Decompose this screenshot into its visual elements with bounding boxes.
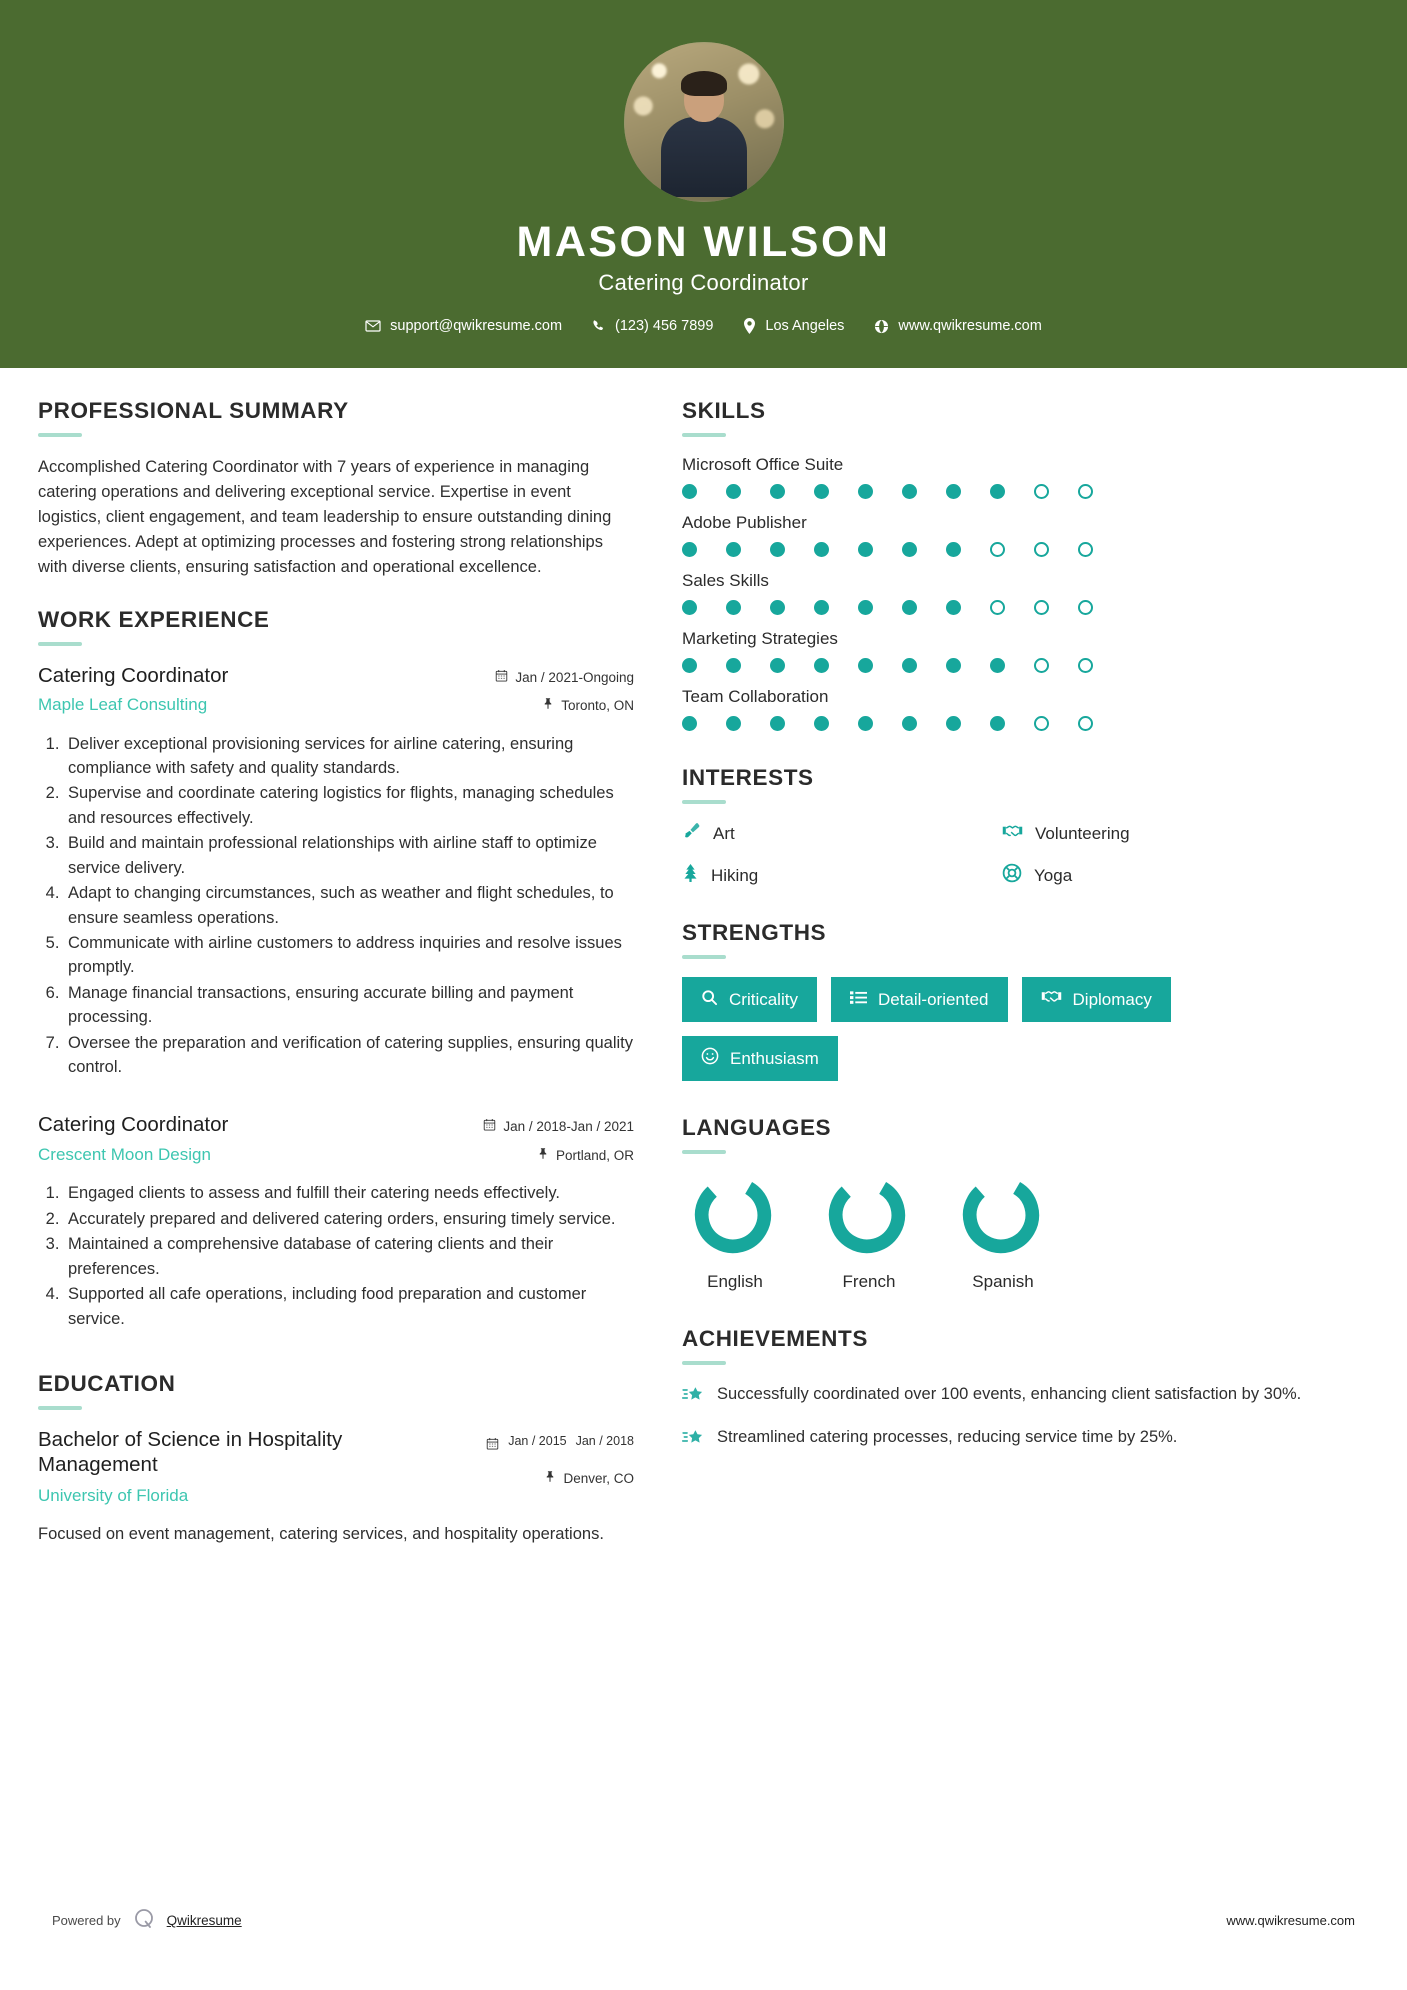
skill-dot-filled xyxy=(946,484,961,499)
languages-list xyxy=(682,1172,1322,1292)
interests-grid xyxy=(682,822,1322,888)
language-item xyxy=(958,1172,1048,1292)
education-entry-header xyxy=(38,1428,634,1506)
star-burst-icon xyxy=(682,1383,704,1411)
section-divider xyxy=(38,433,82,437)
skill-dot-filled xyxy=(858,658,873,673)
skill-dot-empty xyxy=(1078,600,1093,615)
achievement-text: Successfully coordinated over 100 events, enhancing client satisfaction by 30%. xyxy=(717,1385,1302,1404)
skill-item xyxy=(682,629,1322,673)
section-divider xyxy=(682,800,726,804)
skill-dot-filled xyxy=(682,542,697,557)
language-label: French xyxy=(842,1272,896,1292)
section-divider xyxy=(682,955,726,959)
job-bullet: 4. Supported all cafe operations, including food preparation and customer service. xyxy=(64,1282,634,1331)
strengths-title: STRENGTHS xyxy=(682,920,827,946)
section-interests xyxy=(682,765,1322,888)
job-bullets xyxy=(38,1181,634,1330)
education-identity xyxy=(38,1428,438,1506)
skill-dot-filled xyxy=(990,658,1005,673)
skill-item xyxy=(682,455,1322,499)
skill-name: Microsoft Office Suite xyxy=(682,455,844,475)
skill-rating xyxy=(682,542,1322,557)
job-bullet: 3. Build and maintain professional relationships with airline staff to optimize service delivery. xyxy=(64,831,634,880)
skill-dot-empty xyxy=(1034,658,1049,673)
job-title: Catering Coordinator xyxy=(38,663,229,687)
job-location xyxy=(483,1146,634,1166)
education-degree: Bachelor of Science in Hospitality Management xyxy=(38,1427,343,1476)
contact-row xyxy=(0,318,1407,334)
job-identity xyxy=(38,664,495,716)
skill-dot-filled xyxy=(902,658,917,673)
pine-tree-icon xyxy=(682,863,699,888)
section-work-experience xyxy=(38,607,634,1331)
job-bullet: 4. Adapt to changing circumstances, such as weather and flight schedules, to ensure seamless operations. xyxy=(64,881,634,930)
resume-header xyxy=(0,0,1407,368)
job-bullet: 1. Deliver exceptional provisioning services for airline catering, ensuring compliance with safety and quality standards. xyxy=(64,732,634,781)
language-label: English xyxy=(707,1272,763,1292)
job-dates xyxy=(483,1117,634,1137)
interest-item xyxy=(1002,822,1322,846)
skill-dot-empty xyxy=(1078,658,1093,673)
list-icon xyxy=(850,990,867,1010)
skill-dot-filled xyxy=(726,658,741,673)
skills-title: SKILLS xyxy=(682,398,766,424)
skill-name: Marketing Strategies xyxy=(682,629,838,649)
skill-dot-filled xyxy=(858,484,873,499)
interest-label: Yoga xyxy=(1034,865,1073,885)
education-location-text: Denver, CO xyxy=(563,1470,634,1486)
skill-dot-filled xyxy=(858,542,873,557)
skill-dot-filled xyxy=(902,716,917,731)
contact-email-text: support@qwikresume.com xyxy=(390,318,563,335)
skill-dot-filled xyxy=(770,716,785,731)
skill-dot-filled xyxy=(814,658,829,673)
skill-item xyxy=(682,571,1322,615)
contact-location xyxy=(743,318,844,334)
globe-icon xyxy=(874,319,889,334)
interest-item xyxy=(682,822,1002,846)
skill-dot-filled xyxy=(946,542,961,557)
skill-name: Team Collaboration xyxy=(682,687,829,707)
language-item xyxy=(690,1172,780,1292)
education-school[interactable]: University of Florida xyxy=(38,1486,189,1506)
job-dates-text: Jan / 2021-Ongoing xyxy=(515,669,634,685)
skill-dot-filled xyxy=(814,716,829,731)
section-professional-summary xyxy=(38,398,634,580)
strength-label: Criticality xyxy=(729,989,798,1009)
skill-dot-filled xyxy=(946,716,961,731)
job-dates xyxy=(495,668,634,688)
map-pin-icon xyxy=(743,318,756,334)
job-company[interactable]: Maple Leaf Consulting xyxy=(38,695,208,715)
avatar-body xyxy=(661,117,747,197)
skills-heading-group xyxy=(682,398,1322,437)
skill-dot-filled xyxy=(902,600,917,615)
language-label: Spanish xyxy=(972,1272,1034,1292)
job-identity xyxy=(38,1113,483,1165)
section-divider xyxy=(682,433,726,437)
contact-website-text: www.qwikresume.com xyxy=(898,318,1042,335)
education-meta xyxy=(486,1428,634,1488)
interests-title: INTERESTS xyxy=(682,765,814,791)
summary-heading-group xyxy=(38,398,634,437)
section-divider xyxy=(38,642,82,646)
left-column xyxy=(38,398,634,1573)
skill-dot-filled xyxy=(990,716,1005,731)
handshake-icon xyxy=(1002,822,1023,846)
summary-text: Accomplished Catering Coordinator with 7 years of experience in managing catering operations and delivering exceptional service. Expertise in event logistics, client engagement, and team leadership to ensure outstanding dining experiences. Adept at optimizing processes and fostering strong relationships with diverse clients, ensuring satisfaction and operational excellence. xyxy=(38,458,612,577)
skill-dot-filled xyxy=(902,484,917,499)
interest-item xyxy=(1002,863,1322,888)
achievement-item xyxy=(682,1426,1322,1454)
job-bullet: 3. Maintained a comprehensive database of catering clients and their preferences. xyxy=(64,1232,634,1281)
languages-title: LANGUAGES xyxy=(682,1115,832,1141)
work-heading-group xyxy=(38,607,634,646)
contact-email[interactable] xyxy=(365,318,562,334)
avatar-head xyxy=(684,76,724,122)
phone-icon xyxy=(592,319,606,333)
contact-phone-text: (123) 456 7899 xyxy=(615,318,714,335)
envelope-icon xyxy=(365,318,381,334)
contact-phone[interactable] xyxy=(592,318,713,334)
language-item xyxy=(824,1172,914,1292)
job-title: Catering Coordinator xyxy=(38,1113,229,1137)
education-location xyxy=(486,1469,634,1489)
skill-dot-filled xyxy=(726,484,741,499)
skill-dot-filled xyxy=(682,658,697,673)
summary-title: PROFESSIONAL SUMMARY xyxy=(38,398,349,424)
handshake-icon xyxy=(1041,988,1062,1011)
page-footer xyxy=(0,1907,1407,1934)
section-divider xyxy=(38,1406,82,1410)
qwikresume-logo-icon xyxy=(132,1907,156,1934)
job-bullets xyxy=(38,732,634,1080)
section-languages xyxy=(682,1115,1322,1292)
skill-dot-filled xyxy=(726,542,741,557)
calendar-icon xyxy=(495,668,508,688)
calendar-icon xyxy=(486,1434,499,1455)
pushpin-icon xyxy=(537,1146,549,1166)
job-meta xyxy=(483,1113,634,1165)
skill-dot-filled xyxy=(726,600,741,615)
job-bullet: 6. Manage financial transactions, ensuring accurate billing and payment processing. xyxy=(64,981,634,1030)
strength-label: Enthusiasm xyxy=(730,1048,819,1068)
achievements-heading-group xyxy=(682,1326,1322,1365)
strength-chip-diplomacy xyxy=(1022,977,1171,1022)
lifebuoy-icon xyxy=(1002,863,1022,888)
languages-heading-group xyxy=(682,1115,1322,1154)
skill-dot-filled xyxy=(726,716,741,731)
page-title: MASON WILSON xyxy=(516,218,891,266)
achievements-title: ACHIEVEMENTS xyxy=(682,1326,868,1352)
skill-dot-filled xyxy=(682,716,697,731)
smiley-icon xyxy=(701,1047,719,1070)
education-dates xyxy=(486,1434,634,1455)
skill-dot-filled xyxy=(902,542,917,557)
strength-chip-criticality xyxy=(682,977,817,1022)
skill-dot-filled xyxy=(946,600,961,615)
education-date-end: Jan / 2018 xyxy=(575,1433,634,1448)
footer-url[interactable]: www.qwikresume.com xyxy=(1226,1913,1355,1928)
language-progress-ring xyxy=(824,1172,910,1258)
avatar-hair xyxy=(681,71,727,96)
pushpin-icon xyxy=(542,696,554,716)
interest-item xyxy=(682,863,1002,888)
section-divider xyxy=(682,1361,726,1365)
section-divider xyxy=(682,1150,726,1154)
strengths-heading-group xyxy=(682,920,1322,959)
job-bullet: 2. Accurately prepared and delivered catering orders, ensuring timely service. xyxy=(64,1207,634,1231)
skill-item xyxy=(682,513,1322,557)
skill-dot-filled xyxy=(858,600,873,615)
job-location-text: Portland, OR xyxy=(555,1147,634,1163)
avatar xyxy=(624,42,784,202)
right-column xyxy=(682,398,1322,1573)
education-title: EDUCATION xyxy=(38,1370,176,1396)
job-location-text: Toronto, ON xyxy=(561,698,634,714)
interest-label: Hiking xyxy=(711,865,759,885)
resume-body xyxy=(0,368,1407,1573)
job-entry xyxy=(38,664,634,1080)
strengths-list xyxy=(682,977,1322,1081)
education-heading-group xyxy=(38,1371,634,1410)
job-company[interactable]: Crescent Moon Design xyxy=(38,1144,211,1164)
skill-dot-empty xyxy=(1034,484,1049,499)
job-location xyxy=(495,696,634,716)
calendar-icon xyxy=(483,1117,496,1137)
language-progress-ring xyxy=(690,1172,776,1258)
skill-dot-filled xyxy=(770,484,785,499)
job-meta xyxy=(495,664,634,716)
contact-website[interactable] xyxy=(874,318,1041,334)
skill-dot-empty xyxy=(990,542,1005,557)
skill-name: Sales Skills xyxy=(682,571,769,591)
strength-chip-enthusiasm xyxy=(682,1036,838,1081)
job-entry xyxy=(38,1113,634,1331)
contact-location-text: Los Angeles xyxy=(765,318,845,335)
skill-dot-filled xyxy=(814,542,829,557)
work-title: WORK EXPERIENCE xyxy=(38,606,270,632)
job-bullet: 7. Oversee the preparation and verification of catering supplies, ensuring quality control. xyxy=(64,1031,634,1080)
interest-label: Volunteering xyxy=(1035,824,1130,844)
skill-name: Adobe Publisher xyxy=(682,513,807,533)
section-achievements xyxy=(682,1326,1322,1454)
skill-dot-filled xyxy=(770,600,785,615)
skill-dot-filled xyxy=(858,716,873,731)
interest-label: Art xyxy=(713,824,735,844)
achievement-text: Streamlined catering processes, reducing service time by 25%. xyxy=(717,1428,1178,1447)
section-education xyxy=(38,1371,634,1547)
education-description: Focused on event management, catering services, and hospitality operations. xyxy=(38,1525,604,1544)
strength-chip-detail-oriented xyxy=(831,977,1008,1022)
skill-dot-empty xyxy=(1078,716,1093,731)
star-burst-icon xyxy=(682,1426,704,1454)
job-header xyxy=(38,1113,634,1165)
skill-rating xyxy=(682,716,1322,731)
skill-dot-filled xyxy=(946,658,961,673)
avatar-portrait xyxy=(661,76,747,202)
strength-label: Diplomacy xyxy=(1072,989,1152,1009)
footer-brand-link[interactable]: Qwikresume xyxy=(166,1913,242,1928)
section-strengths xyxy=(682,920,1322,1081)
skill-dot-filled xyxy=(814,600,829,615)
job-bullet: 1. Engaged clients to assess and fulfill their catering needs effectively. xyxy=(64,1181,634,1205)
skill-dot-filled xyxy=(682,484,697,499)
achievement-item xyxy=(682,1383,1322,1411)
skill-dot-filled xyxy=(990,484,1005,499)
job-role-subtitle: Catering Coordinator xyxy=(598,270,809,296)
language-progress-ring xyxy=(958,1172,1044,1258)
footer-powered-by-group xyxy=(52,1907,242,1934)
skill-dot-empty xyxy=(1078,542,1093,557)
skill-dot-filled xyxy=(682,600,697,615)
skill-dot-filled xyxy=(770,658,785,673)
skill-dot-empty xyxy=(1034,542,1049,557)
job-bullet: 5. Communicate with airline customers to address inquiries and resolve issues promptly. xyxy=(64,931,634,980)
skill-dot-empty xyxy=(990,600,1005,615)
skill-rating xyxy=(682,484,1322,499)
education-date-start: Jan / 2015 xyxy=(508,1433,567,1448)
skill-dot-empty xyxy=(1034,716,1049,731)
footer-powered-by-label: Powered by xyxy=(52,1913,121,1928)
skill-dot-filled xyxy=(770,542,785,557)
skill-rating xyxy=(682,658,1322,673)
pushpin-icon xyxy=(544,1469,556,1489)
section-skills xyxy=(682,398,1322,731)
paintbrush-icon xyxy=(682,822,701,846)
strength-label: Detail-oriented xyxy=(877,989,989,1009)
job-header xyxy=(38,664,634,716)
interests-heading-group xyxy=(682,765,1322,804)
skill-dot-empty xyxy=(1078,484,1093,499)
skill-dot-empty xyxy=(1034,600,1049,615)
job-dates-text: Jan / 2018-Jan / 2021 xyxy=(503,1119,634,1135)
skill-item xyxy=(682,687,1322,731)
skill-rating xyxy=(682,600,1322,615)
magnifier-icon xyxy=(701,989,718,1011)
job-bullet: 2. Supervise and coordinate catering logistics for flights, managing schedules and resources effectively. xyxy=(64,781,634,830)
skill-dot-filled xyxy=(814,484,829,499)
